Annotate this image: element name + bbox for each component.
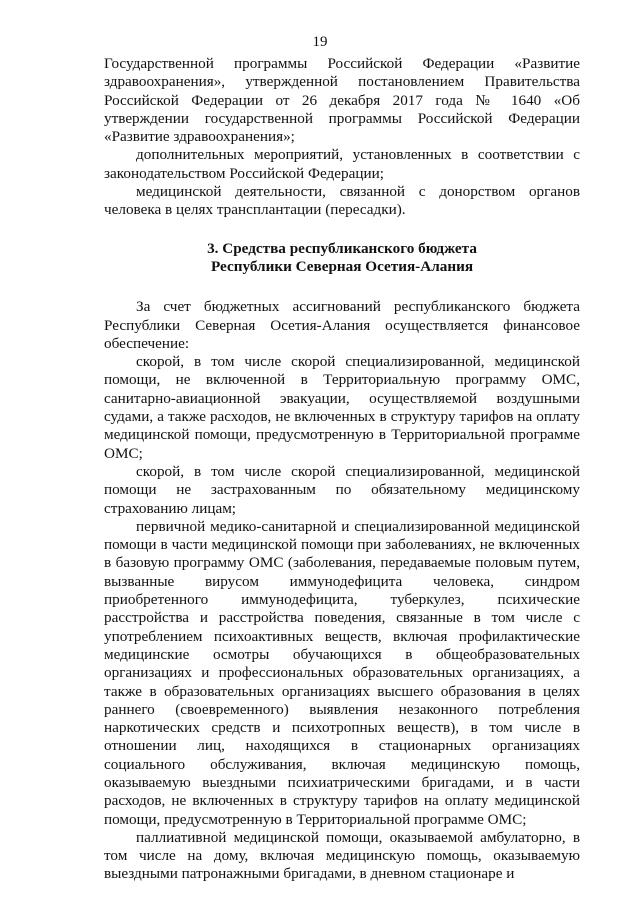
section-heading: [104, 240, 580, 277]
document-body: [104, 55, 580, 884]
paragraph: скорой, в том числе скорой специализированной, медицинской помощи не застрахованным по обязательному медицинскому страхованию лицам;: [104, 462, 580, 517]
section-heading-line-2: Республики Северная Осетия-Алания: [210, 257, 474, 275]
paragraph: паллиативной медицинской помощи, оказываемой амбулаторно, в том числе на дому, включая медицинскую помощь, оказываемую выездными патронажными бригадами, в дневном стационаре и: [104, 828, 580, 883]
page-number: 19: [312, 34, 328, 50]
section-heading-line-1: 3. Средства республиканского бюджета: [207, 239, 477, 257]
paragraph: первичной медико-санитарной и специализированной медицинской помощи в части медицинской помощи при заболеваниях, не включенных в базовую программу ОМС (заболевания, передаваемые половым путем, вызванные вирусом иммунодефицита человека, синдром приобретенного иммунодефицита, туберкулез, психические расстройства и расстройства поведения, связанные в том числе с употреблением психоактивных веществ, включая профилактические медицинские осмотры обучающихся в общеобразовательных организациях и профессиональных образовательных организациях, а также в образовательных организациях высшего образования в целях раннего (своевременного) выявления незаконного потребления наркотических средств и психотропных веществ), в том числе в отношении лиц, находящихся в стационарных организациях социального обслуживания, включая медицинскую помощь, оказываемую выездными психиатрическими бригадами, и в части расходов, не включенных в структуру тарифов на оплату медицинской помощи, предусмотренную в Территориальной программе ОМС;: [104, 517, 580, 828]
paragraph: Государственной программы Российской Федерации «Развитие здравоохранения», утвержденной постановлением Правительства Российской Федерации от 26 декабря 2017 года № 1640 «Об утверждении государственной программы Российской Федерации «Развитие здравоохранения»;: [104, 55, 580, 146]
paragraph: медицинской деятельности, связанной с донорством органов человека в целях трансплантации (пересадки).: [104, 183, 580, 219]
paragraph: За счет бюджетных ассигнований республиканского бюджета Республики Северная Осетия-Алания осуществляется финансовое обеспечение:: [104, 298, 580, 352]
paragraph: дополнительных мероприятий, установленных в соответствии с законодательством Российской Федерации;: [104, 146, 580, 182]
paragraph: скорой, в том числе скорой специализированной, медицинской помощи, не включенной в Территориальную программу ОМС, санитарно-авиационной эвакуации, осуществляемой воздушными судами, а также расходов, не включенных в структуру тарифов на оплату медицинской помощи, предусмотренную в Территориальной программе ОМС;: [104, 353, 580, 462]
